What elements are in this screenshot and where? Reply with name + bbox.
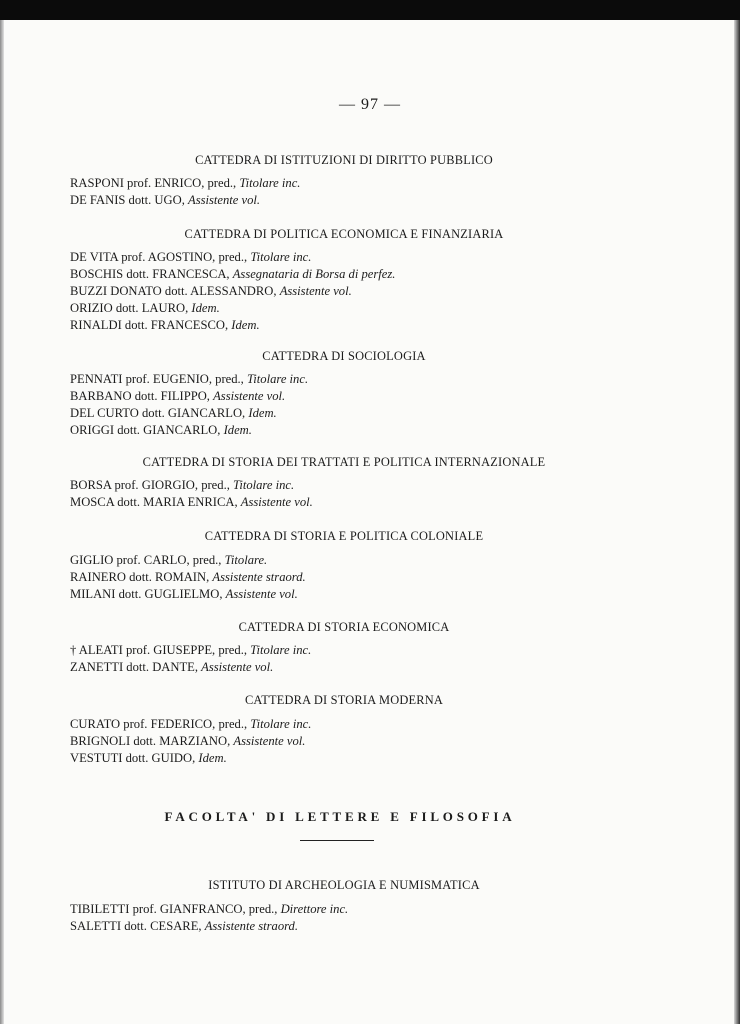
entry-role: Assistente straord. [204,919,298,933]
entry-line [70,902,348,917]
entry-line [70,717,311,732]
entry-name: DE FANIS dott. UGO, [70,193,185,207]
entry-name: TIBILETTI prof. GIANFRANCO, pred., [70,902,278,916]
entry-line [70,495,313,510]
entry-line [70,734,305,749]
scan-top-border [0,0,740,20]
entry-name: RAINERO dott. ROMAIN, [70,570,210,584]
entry-role: Titolare inc. [250,250,312,264]
entry-line [70,301,220,316]
entry-line [70,176,300,191]
entry-name: BORSA prof. GIORGIO, pred., [70,478,230,492]
entry-line [70,372,308,387]
faculty-title: FACOLTA' DI LETTERE E FILOSOFIA [164,809,516,824]
entry-role: Titolare. [224,553,268,567]
entry-name: RASPONI prof. ENRICO, pred., [70,176,237,190]
entry-name: BOSCHIS dott. FRANCESCA, [70,267,230,281]
entry-line [70,751,227,766]
entry-role: Assistente vol. [225,587,298,601]
entry-role: Idem. [223,423,252,437]
entry-role: Assistente vol. [201,660,274,674]
entry-role: Titolare inc. [233,478,295,492]
entry-role: Direttore inc. [280,902,349,916]
section-heading: CATTEDRA DI STORIA ECONOMICA [238,620,450,634]
entry-role: Assistente vol. [213,389,286,403]
entry-line [70,478,294,493]
entry-name: GIGLIO prof. CARLO, pred., [70,553,222,567]
entry-role: Idem. [231,318,260,332]
entry-name: MOSCA dott. MARIA ENRICA, [70,495,238,509]
entry-name: ORIGGI dott. GIANCARLO, [70,423,221,437]
entry-line [70,553,267,568]
page-number: — 97 — [339,96,401,113]
entry-line [70,660,273,675]
entry-name: PENNATI prof. EUGENIO, pred., [70,372,244,386]
entry-role: Assistente vol. [279,284,352,298]
entry-line [70,267,395,282]
entry-name: † ALEATI prof. GIUSEPPE, pred., [70,643,247,657]
entry-line [70,284,352,299]
entry-name: DEL CURTO dott. GIANCARLO, [70,406,246,420]
entry-line [70,643,311,658]
entry-name: BRIGNOLI dott. MARZIANO, [70,734,231,748]
entry-role: Assegnataria di Borsa di perfez. [232,267,396,281]
entry-role: Assistente vol. [233,734,306,748]
entry-name: RINALDI dott. FRANCESCO, [70,318,229,332]
entry-line [70,193,260,208]
entry-line [70,318,260,333]
entry-name: DE VITA prof. AGOSTINO, pred., [70,250,248,264]
section-heading: CATTEDRA DI STORIA DEI TRATTATI E POLITICA INTERNAZIONALE [142,455,546,469]
section-heading: CATTEDRA DI POLITICA ECONOMICA E FINANZIARIA [184,227,504,241]
entry-line [70,406,277,421]
entry-line [70,570,306,585]
entry-role: Titolare inc. [250,643,312,657]
section-heading: CATTEDRA DI ISTITUZIONI DI DIRITTO PUBBLICO [195,153,493,167]
entry-name: VESTUTI dott. GUIDO, [70,751,196,765]
entry-line [70,389,285,404]
entry-name: BARBANO dott. FILIPPO, [70,389,210,403]
scan-left-edge [0,20,4,1024]
entry-name: BUZZI DONATO dott. ALESSANDRO, [70,284,277,298]
entry-role: Assistente vol. [188,193,261,207]
entry-role: Assistente vol. [240,495,313,509]
divider-rule [300,840,374,841]
entry-name: MILANI dott. GUGLIELMO, [70,587,223,601]
entry-role: Titolare inc. [250,717,312,731]
entry-role: Idem. [198,751,227,765]
entry-role: Idem. [191,301,220,315]
entry-line [70,250,311,265]
scan-right-edge [734,20,740,1024]
entry-name: SALETTI dott. CESARE, [70,919,202,933]
entry-role: Assistente straord. [212,570,306,584]
entry-name: ORIZIO dott. LAURO, [70,301,189,315]
section-heading: CATTEDRA DI SOCIOLOGIA [262,349,426,363]
section-heading: CATTEDRA DI STORIA MODERNA [244,693,444,707]
entry-line [70,587,298,602]
entry-name: CURATO prof. FEDERICO, pred., [70,717,248,731]
entry-line [70,919,298,934]
entry-line [70,423,252,438]
section-heading: CATTEDRA DI STORIA E POLITICA COLONIALE [204,529,484,543]
entry-role: Idem. [248,406,277,420]
entry-role: Titolare inc. [246,372,309,386]
entry-name: ZANETTI dott. DANTE, [70,660,199,674]
entry-role: Titolare inc. [239,176,301,190]
institute-heading: ISTITUTO DI ARCHEOLOGIA E NUMISMATICA [208,878,480,892]
